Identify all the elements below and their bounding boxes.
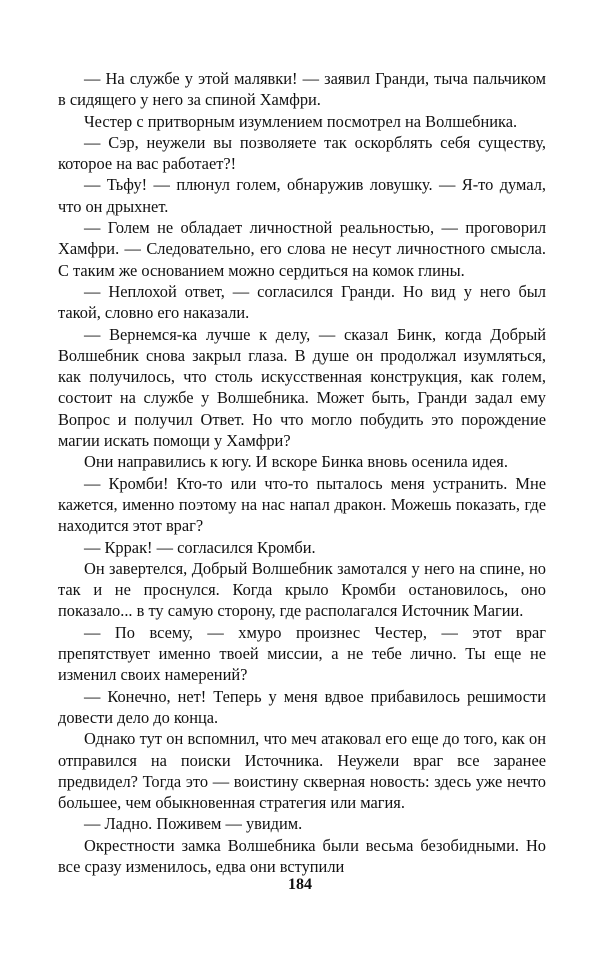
paragraph: — Ладно. Поживем — увидим.	[84, 814, 303, 834]
paragraph: — Тьфу! — плюнул голем, обнаружив ловушку. — Я-то думал, что он дрыхнет.	[58, 175, 546, 216]
paragraph: Однако тут он вспомнил, что меч атаковал его еще до того, как он отправился на поиски Источника. Неужели враг все заранее предвидел? Тогда это — воистину скверная новость: здесь уже нечто большее, чем обыкновенная стратегия или магия.	[58, 729, 546, 813]
page-number: 184	[288, 876, 312, 893]
paragraph: Они направились к югу. И вскоре Бинка вновь осенила идея.	[84, 452, 508, 472]
paragraph: — Вернемся-ка лучше к делу, — сказал Бинк, когда Добрый Волшебник снова закрыл глаза. В душе он продолжал изумляться, как получилось, что столь искусственная конструкция, как голем, состоит на службе у Волшебника. Может быть, Гранди задал ему Вопрос и получил Ответ. Но что могло побудить это порождение магии искать помощи у Хамфри?	[58, 324, 546, 451]
paragraph: — По всему, — хмуро произнес Честер, — этот враг препятствует именно твоей миссии, а не тебе лично. Ты еще не изменил своих намерений?	[58, 622, 546, 685]
paragraph: — На службе у этой малявки! — заявил Гранди, тыча пальчиком в сидящего у него за спиной Хамфри.	[58, 69, 546, 110]
paragraph: — Конечно, нет! Теперь у меня вдвое прибавилось решимости довести дело до конца.	[58, 686, 546, 727]
paragraph: — Неплохой ответ, — согласился Гранди. Но вид у него был такой, словно его наказали.	[58, 281, 546, 323]
paragraph: — Кррак! — согласился Кромби.	[84, 537, 316, 557]
paragraph: Окрестности замка Волшебника были весьма безобидными. Но все сразу изменилось, едва они вступили	[58, 835, 546, 876]
body-text	[58, 68, 546, 877]
paragraph: Он завертелся, Добрый Волшебник замотался у него на спине, но так и не проснулся. Когда крыло Кромби остановилось, оно показало... в ту самую сторону, где располагался Источник Магии.	[58, 558, 546, 621]
paragraph: Честер с притворным изумлением посмотрел на Волшебника.	[84, 111, 518, 131]
paragraph: — Голем не обладает личностной реальностью, — проговорил Хамфри. — Следовательно, его слова не несут личностного смысла. С таким же основанием можно сердиться на комок глины.	[58, 218, 546, 280]
paragraph: — Сэр, неужели вы позволяете так оскорблять себя существу, которое на вас работает?!	[58, 132, 546, 174]
paragraph: — Кромби! Кто-то или что-то пыталось меня устранить. Мне кажется, именно поэтому на нас напал дракон. Можешь показать, где находится этот враг?	[58, 473, 546, 536]
